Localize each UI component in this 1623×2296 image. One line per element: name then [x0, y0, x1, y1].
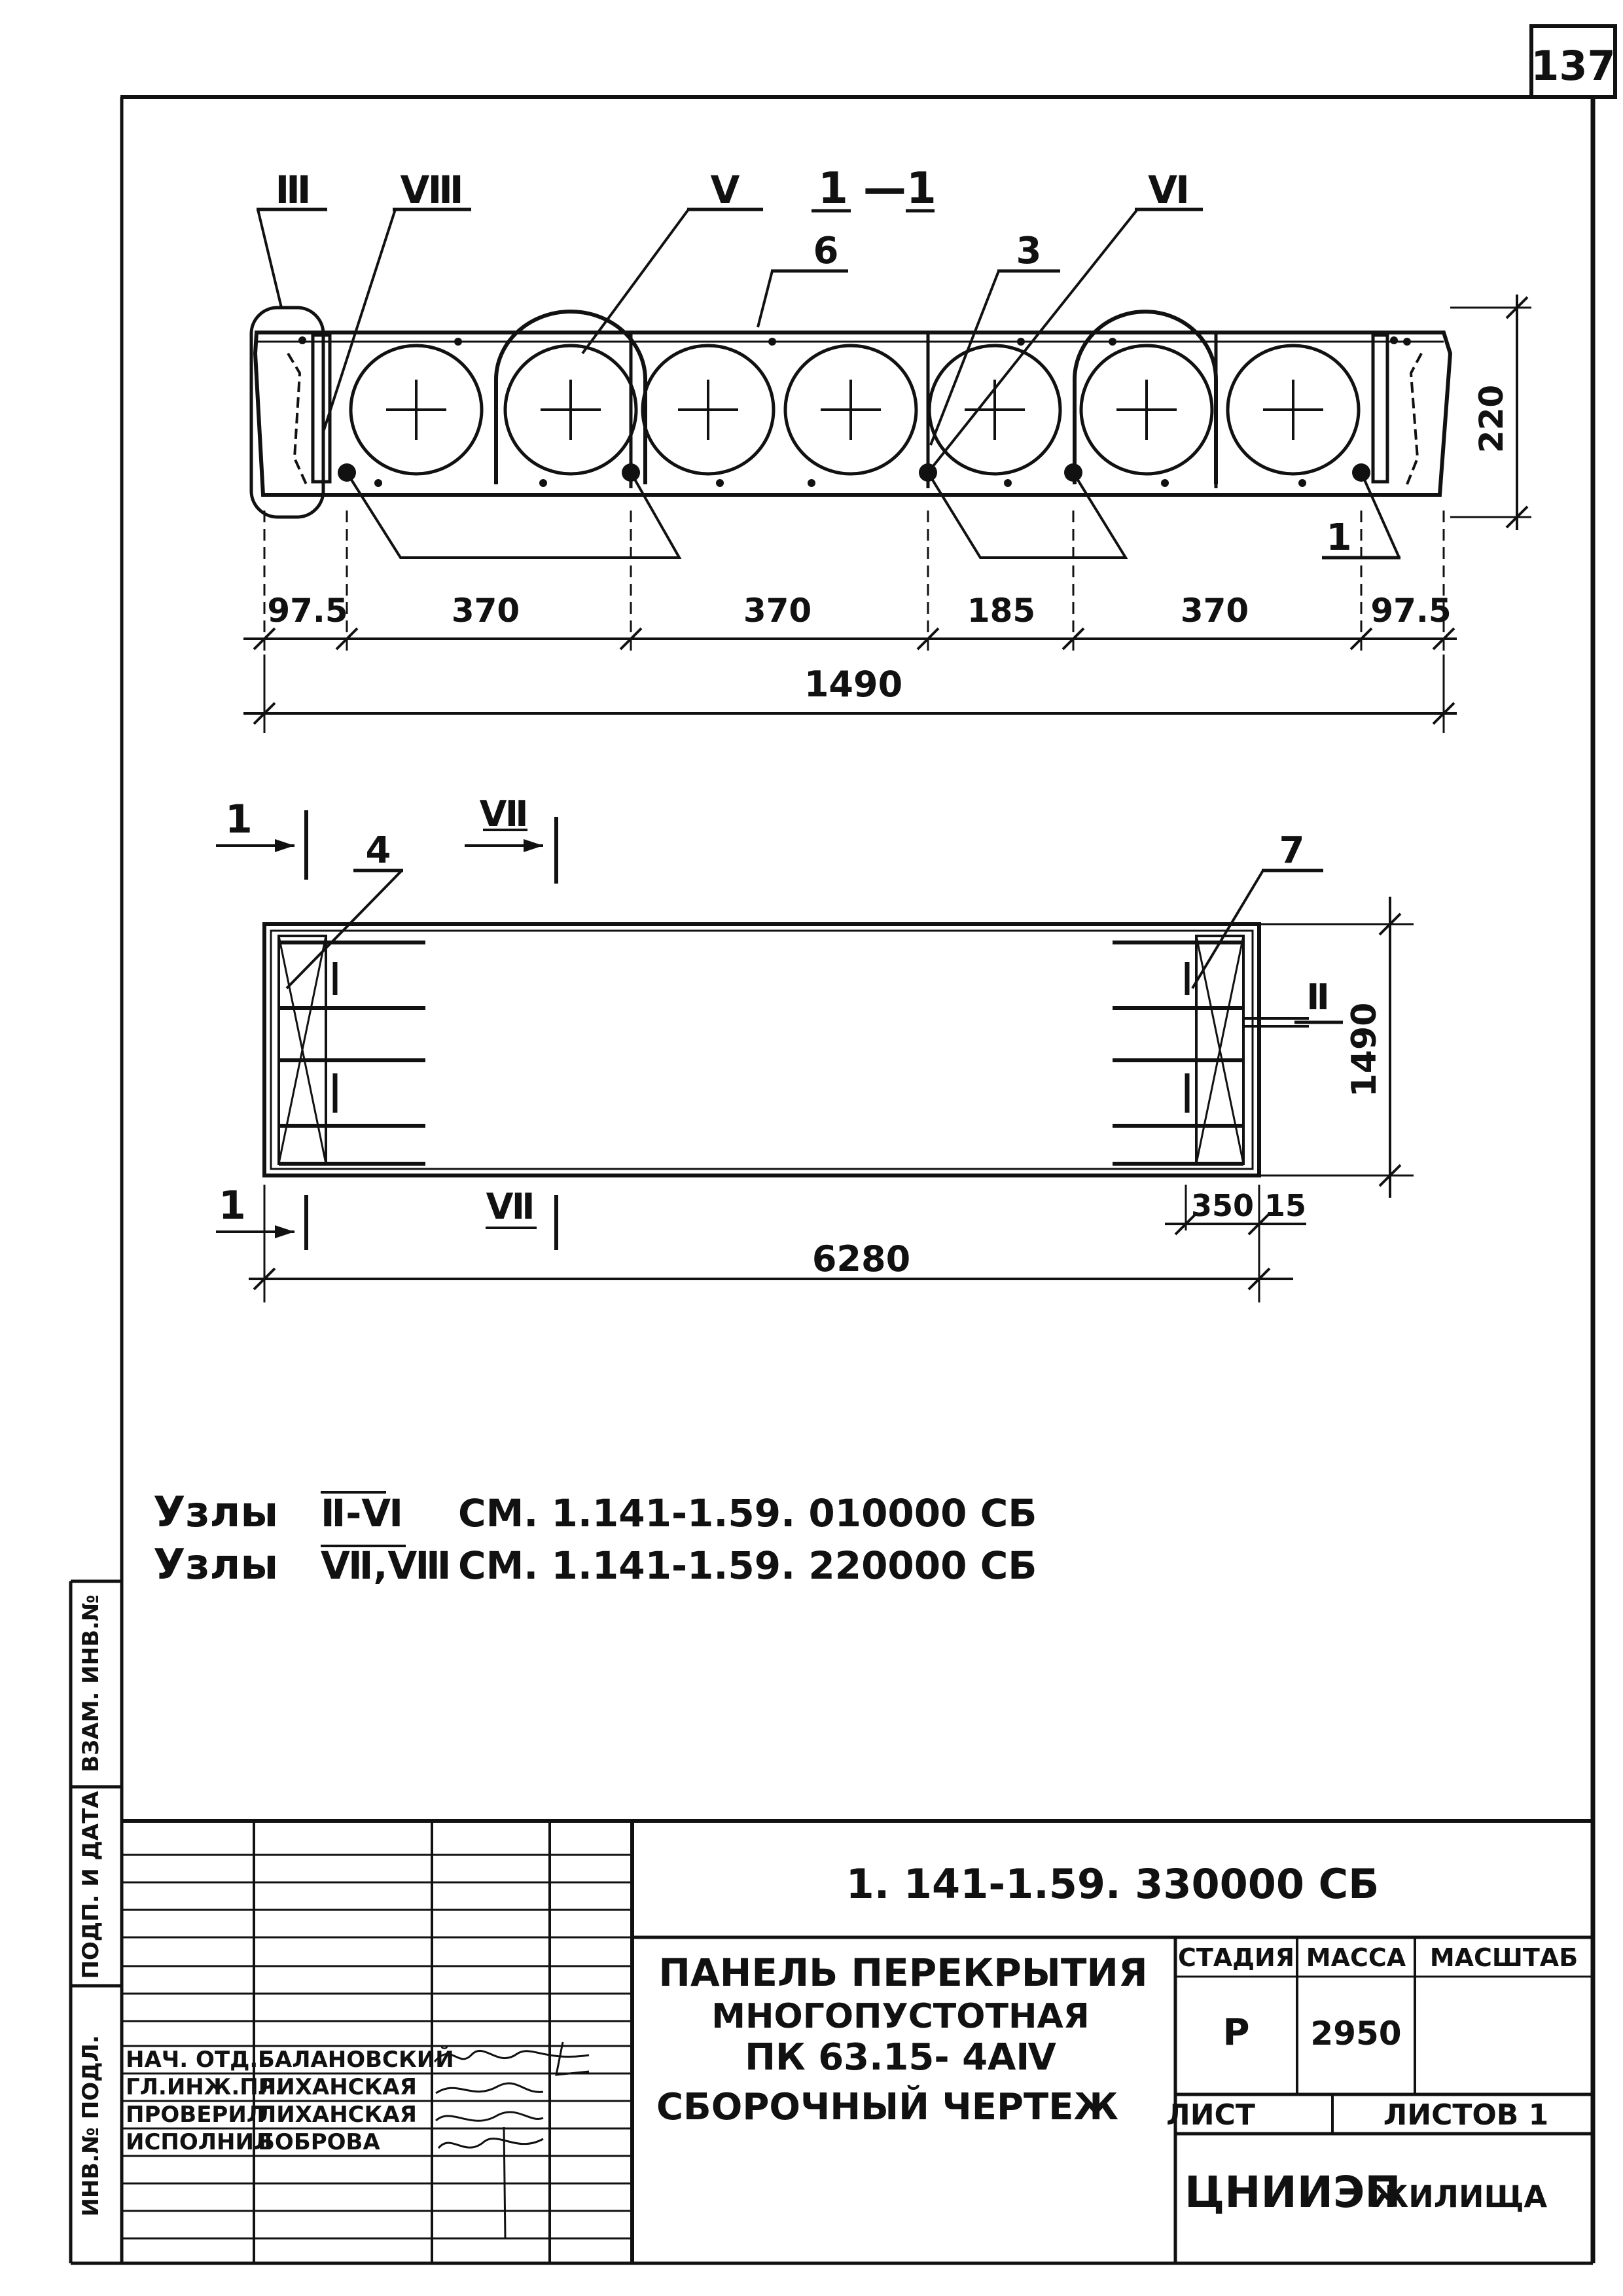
section-title: 1 —1 — [818, 163, 936, 213]
plan-reinforcement-bars — [279, 942, 1243, 1164]
note-2-label: Узлы — [153, 1541, 279, 1589]
dim-370-a: 370 — [451, 592, 520, 630]
rebar-dot — [1017, 338, 1025, 346]
rebar-dot — [539, 479, 547, 487]
note-2-nodes: Ⅶ,Ⅷ — [321, 1543, 452, 1588]
node-VII-callout-bottom: Ⅶ — [486, 1186, 535, 1227]
rebar-dot — [1403, 338, 1411, 346]
rebar-dot — [808, 479, 815, 487]
section-cut-label-bottom: 1 — [219, 1183, 246, 1229]
title-line-4: СБОРОЧНЫЙ ЧЕРТЕЖ — [656, 2086, 1119, 2128]
side-stamp — [71, 1581, 122, 2263]
rebar-dot — [454, 338, 462, 346]
rebar-dot — [1390, 336, 1398, 344]
sheet-label: ЛИСТ — [1166, 2098, 1255, 2132]
dim-370-b: 370 — [743, 592, 812, 630]
distribution-rebar-dots — [298, 336, 1411, 487]
position-1-label: 1 — [1326, 516, 1352, 559]
position-4-label: 4 — [365, 829, 391, 872]
title-line-1: ПАНЕЛЬ ПЕРЕКРЫТИЯ — [658, 1950, 1148, 1995]
signer-4-name: БОБРОВА — [258, 2129, 380, 2155]
signer-2-role: ГЛ.ИНЖ.ПР. — [126, 2074, 283, 2100]
signer-3-role: ПРОВЕРИЛ — [126, 2102, 266, 2128]
dim-15: 15 — [1264, 1188, 1307, 1223]
total-width-dimension: 1490 — [804, 664, 903, 705]
node-VI-callout: Ⅵ — [1148, 168, 1190, 212]
rebar-dot — [374, 479, 382, 487]
rebar-dot — [1109, 338, 1116, 346]
rebar-dot — [1161, 479, 1169, 487]
note-1-nodes: Ⅱ-Ⅵ — [321, 1491, 404, 1535]
node-V-callout: Ⅴ — [710, 168, 740, 212]
position-7-label: 7 — [1279, 829, 1305, 872]
note-1-reference: СМ. 1.141-1.59. 010000 СБ — [458, 1491, 1037, 1535]
dim-350: 350 — [1190, 1188, 1255, 1223]
handwritten-signatures — [435, 2042, 589, 2238]
title-block — [122, 1821, 1593, 2263]
note-2-reference: СМ. 1.141-1.59. 220000 СБ — [458, 1543, 1037, 1588]
scale-header: МАСШТАБ — [1429, 1943, 1578, 1972]
sheets-count: ЛИСТОВ 1 — [1383, 2098, 1549, 2132]
stage-value: Р — [1222, 2011, 1250, 2054]
page-number: 137 — [1531, 42, 1616, 90]
title-line-2: МНОГОПУСТОТНАЯ — [711, 1997, 1090, 2036]
document-code: 1. 141-1.59. 330000 СБ — [846, 1860, 1380, 1908]
dim-97-5-right: 97.5 — [1370, 592, 1452, 630]
node-VIII-callout: Ⅷ — [400, 168, 464, 212]
dimension-ticks — [254, 511, 1454, 655]
stage-header: СТАДИЯ — [1177, 1943, 1295, 1972]
mass-header: МАССА — [1306, 1943, 1406, 1972]
signer-4-role: ИСПОЛНИЛ — [126, 2129, 273, 2155]
notes — [153, 1488, 1037, 1589]
signer-2-name: ЛИХАНСКАЯ — [258, 2074, 417, 2100]
rebar-dot — [716, 479, 724, 487]
plan-length-dimension: 6280 — [812, 1238, 911, 1280]
position-3-label: 3 — [1016, 230, 1042, 272]
node-III-callout: Ⅲ — [275, 168, 312, 212]
plan-width-dimension: 1490 — [1345, 1002, 1384, 1098]
rebar-dot — [1004, 479, 1012, 487]
dim-370-c: 370 — [1180, 592, 1249, 630]
inv-podl-label: ИНВ.№ ПОДЛ. — [78, 2035, 104, 2217]
node-VII-callout-top: Ⅶ — [479, 793, 529, 834]
voids-group — [351, 346, 1359, 474]
plan-view — [216, 793, 1414, 1302]
signer-3-name: ЛИХАНСКАЯ — [258, 2102, 417, 2128]
node-II-callout: Ⅱ — [1306, 977, 1330, 1018]
mass-value: 2950 — [1310, 2015, 1402, 2053]
rebar-dot — [298, 336, 306, 344]
podp-data-label: ПОДП. И ДАТА — [78, 1791, 104, 1979]
note-1-label: Узлы — [153, 1488, 279, 1537]
rebar-dot — [1298, 479, 1306, 487]
organization-suffix: ЖИЛИЩА — [1372, 2179, 1548, 2214]
section-cut-label-top: 1 — [225, 797, 253, 842]
dim-185: 185 — [967, 592, 1036, 630]
signer-1-role: НАЧ. ОТД. — [126, 2047, 259, 2073]
signer-1-name: БАЛАНОВСКИЙ — [258, 2047, 454, 2073]
height-dimension: 220 — [1472, 384, 1510, 454]
title-line-3: ПК 63.15- 4АⅣ — [745, 2036, 1056, 2079]
section-1-1 — [243, 163, 1531, 733]
vzam-inv-label: ВЗАМ. ИНВ.№ — [78, 1594, 104, 1772]
position-6-label: 6 — [813, 230, 839, 272]
dim-97-5-left: 97.5 — [267, 592, 348, 630]
panel-plan-outline — [264, 924, 1259, 1175]
organization-name: ЦНИИЭП — [1185, 2167, 1401, 2217]
rebar-dot — [768, 338, 776, 346]
